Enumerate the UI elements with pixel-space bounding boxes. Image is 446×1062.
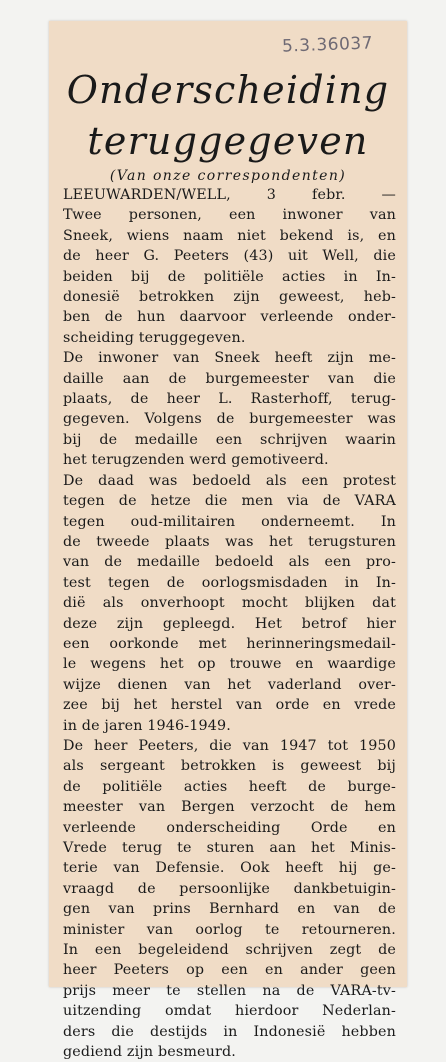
article-line: le wegens het op trouwe en waardige — [63, 656, 396, 673]
handwritten-note: 5.3.36037 — [281, 33, 374, 57]
article-line: de politiële acties heeft de burge- — [63, 778, 396, 795]
article-line: Twee personen, een inwoner van — [63, 207, 396, 224]
article-line: deze zijn gepleegd. Het betrof hier — [63, 615, 396, 632]
article-paragraph — [63, 471, 396, 736]
article-line: van de medaille bedoeld als een pro- — [63, 554, 396, 571]
article-line: prijs meer te stellen na de VARA-tv- — [63, 982, 396, 999]
article-line: LEEUWARDEN/WELL, 3 febr. — — [63, 187, 396, 203]
article-line: bij de medaille een schrijven waarin — [63, 431, 396, 448]
article-line: heer Peeters op een en ander geen — [63, 962, 396, 979]
article-line: uitzending omdat hierdoor Nederlan- — [63, 1003, 396, 1020]
article-line: terie van Defensie. Ook heeft hij ge- — [63, 860, 396, 877]
article-line: ders die destijds in Indonesië hebben — [63, 1023, 396, 1040]
article-line: gegeven. Volgens de burgemeester was — [63, 411, 396, 428]
article-line: de tweede plaats was het terugsturen — [63, 533, 396, 550]
article-line: verleende onderscheiding Orde en — [63, 819, 396, 836]
article-line: zee bij het herstel van orde en vrede — [63, 697, 396, 714]
article-line: daille aan de burgemeester van die — [63, 370, 396, 387]
headline-line-1: Onderscheiding — [66, 68, 390, 112]
article-line: wijze dienen van het vaderland over- — [63, 676, 396, 693]
headline-line-2: teruggegeven — [87, 119, 369, 163]
article-line: plaats, de heer L. Rasterhoff, terug- — [63, 391, 396, 408]
article-line: de heer G. Peeters (43) uit Well, die — [63, 248, 396, 265]
newspaper-clipping — [49, 21, 407, 1061]
article-line: meester van Bergen verzocht de hem — [63, 799, 396, 816]
article-paragraph — [63, 348, 396, 470]
article-line: Sneek, wiens naam niet bekend is, en — [63, 227, 396, 244]
article-line: ben de hun daarvoor verleende onder- — [63, 309, 396, 326]
article-line: gen van prins Bernhard en van de — [63, 901, 396, 918]
article-line: test tegen de oorlogsmisdaden in In- — [63, 574, 396, 591]
article-line: De heer Peeters, die van 1947 tot 1950 — [63, 737, 396, 754]
article-paragraph — [63, 736, 396, 1062]
article-line: een oorkonde met herinneringsmedail- — [63, 635, 396, 652]
article-line: Vrede terug te sturen aan het Minis- — [63, 840, 396, 856]
byline: (Van onze correspondenten) — [109, 168, 347, 184]
article-paragraph — [63, 185, 396, 348]
article-line: beiden bij de politiële acties in In- — [63, 268, 396, 285]
article-line: tegen oud-militairen onderneemt. In — [63, 513, 396, 530]
article-line: minister van oorlog te retourneren. — [63, 921, 396, 938]
article-line: tegen de hetze die men via de VARA — [63, 493, 396, 510]
article-line: scheiding teruggegeven. — [63, 329, 246, 346]
article-body — [63, 185, 396, 1062]
article-line: In een begeleidend schrijven zegt de — [63, 942, 396, 959]
article-line: vraagd de persoonlijke dankbetuigin- — [63, 880, 396, 897]
article-line: dië als onverhoopt mocht blijken dat — [63, 595, 396, 612]
article-line: De inwoner van Sneek heeft zijn me- — [63, 350, 396, 367]
article-line: De daad was bedoeld als een protest — [63, 472, 396, 489]
article-line: in de jaren 1946-1949. — [63, 717, 231, 734]
article-line: als sergeant betrokken is geweest bij — [63, 758, 396, 775]
article-line: donesië betrokken zijn geweest, heb- — [63, 289, 396, 306]
article-line: gediend zijn besmeurd. — [63, 1044, 236, 1061]
article-line: het terugzenden werd gemotiveerd. — [63, 452, 329, 469]
